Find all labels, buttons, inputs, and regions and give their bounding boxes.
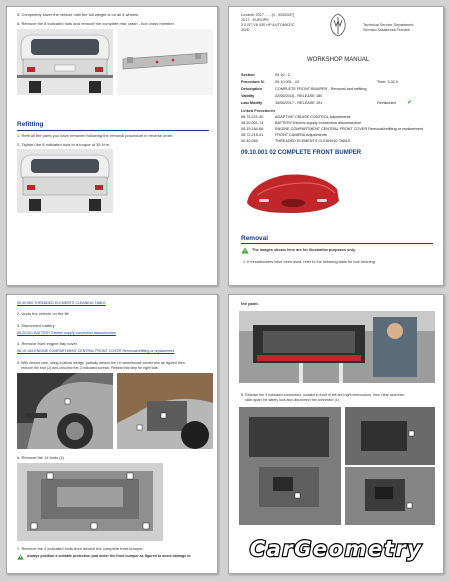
car-rear-photo bbox=[17, 29, 113, 95]
procedure-link[interactable]: 00.40.060-THREADED ELEMENTS CLEANING TABLE bbox=[17, 301, 106, 305]
procedure-heading: 09.10.001 02 COMPLETE FRONT BUMPER bbox=[241, 150, 362, 156]
header-drive: 4WD bbox=[241, 28, 250, 32]
footer-logo-area bbox=[228, 524, 444, 574]
connector-photo bbox=[345, 407, 435, 465]
department: Servizio Assistenza Tecnica bbox=[363, 28, 410, 32]
step-text: 1. Refit all the parts you have removed following the removal procedure in reverse order. bbox=[17, 133, 174, 138]
step-text: slide apart the safety lock and disconnect the connector (1). bbox=[245, 398, 340, 402]
cargeometry-logo bbox=[230, 534, 442, 564]
step-text: 2. Tighten the 8 indicated nuts to a torque of 35 N·m. bbox=[17, 142, 111, 147]
underbody-photo bbox=[17, 463, 163, 541]
linked-heading: Linked Procedures bbox=[241, 109, 276, 113]
step-text: remove the bolt (1) and unscrew the 2 indicated screws. Repeat this step for right side. bbox=[21, 366, 159, 370]
manual-page-3 bbox=[6, 294, 218, 574]
warning-text: Always position a suitable protection pad under the front bumper as figured to avoid damage to bbox=[27, 554, 191, 558]
car-rear-photo bbox=[17, 149, 113, 213]
svg-text:CarGeometry: CarGeometry bbox=[249, 537, 423, 561]
step-text: 5. Completely lower the vehicle until the full weight is on all 4 wheels. bbox=[17, 12, 140, 17]
step-text: 1. If threadlockers have been used, refer to the following table for bolt cleaning. bbox=[243, 260, 376, 264]
procedure-link[interactable]: 08.20.001-BATTERY Electric supply connection disconnection bbox=[17, 331, 116, 335]
divider bbox=[17, 130, 209, 131]
step-text: 8. Release the 3 indicated connectors, located in front of left and right intercoolers, then clear seal then bbox=[241, 393, 405, 397]
crash-box-photo bbox=[117, 29, 213, 95]
removal-heading: Removal bbox=[241, 235, 269, 242]
step-text: 7. Remove the 4 indicated bolts then detach the complete front bumper. bbox=[17, 546, 144, 551]
step-text: 2. Undo the vehicle on the lift. bbox=[17, 311, 70, 316]
warning-icon bbox=[241, 247, 249, 254]
red-bumper-image bbox=[243, 165, 343, 219]
step-text: 3. Disconnect battery. bbox=[17, 323, 56, 328]
connector-photo bbox=[239, 407, 341, 525]
manual-page-1 bbox=[6, 6, 218, 286]
department: Technical Service Department bbox=[363, 23, 414, 27]
connector-photo bbox=[345, 467, 435, 525]
header-engine: 3.0 BT V6 430 HP AUTOMATIC bbox=[241, 23, 295, 27]
divider bbox=[241, 243, 433, 244]
header-code: 2017 - EUROPE bbox=[241, 18, 269, 22]
step-text: 6. Remove the 8 indicated nuts and remove the complete rear crash - box cross member. bbox=[17, 21, 175, 26]
refitting-heading: Refitting bbox=[17, 121, 44, 128]
maserati-logo bbox=[325, 12, 351, 38]
step-text: 6. Remove the 14 bolts (1) bbox=[17, 455, 65, 460]
warning-text: The images shown here are for illustrative purposes only. bbox=[252, 248, 356, 252]
manual-page-2: Levante 2017 - ... [0 - 9055337] 2017 - EUROPE 3.0 BT V6 430 HP AUTOMATIC 4WD Technical Service Department Servizio Assistenza Tecnica WORKSHOP MANUAL Section 09.10 - 2 Procedure N. 09.10.001 - 02 Time: 3.02 h Description COMPLETE FRONT BUMPER - Removal and refitting Validity 22/06/2016 - RELEASE 180 Last Modify 16/06/2017 - RELEASE 191 Revisioned ✔ Linked Procedures 08.75.221-40 ADAPTIVE CRUISE CONTROL Adjustments 08.20.001-74 BATTERY Electric supply connection disconnection 08.15.184-66 ENGINE COMPARTMENT CENTRAL FRONT COVER Removal/refitting or replacement 08.72.215-41 FRONT CAMERA Adjustments 00.40.060 THREADED ELEMENTS CLEANING TABLE 09.10.001 02 COMPLETE FRONT BUMPER Removal The images shown here are for illustrative purposes only. 1. If threadlockers have been used, refer to the following table for bolt cleaning. bbox=[228, 6, 444, 286]
checkmark-icon: ✔ bbox=[407, 100, 413, 106]
warning-icon bbox=[17, 554, 24, 560]
step-text: 4. Remove front engine bay cover. bbox=[17, 341, 78, 346]
procedure-link[interactable]: 08.15.184-ENGINE COMPARTMENT CENTRAL FRONT COVER Removal/refitting or replacement bbox=[17, 349, 175, 353]
wheelhouse-photo bbox=[17, 373, 113, 449]
header-model: Levante 2017 - ... [0 - 9055337] bbox=[241, 13, 294, 17]
wheelhouse-photo bbox=[117, 373, 213, 449]
manual-title: WORKSHOP MANUAL bbox=[307, 57, 370, 63]
front-bumper-photo bbox=[239, 311, 435, 383]
continued-text: the paint. bbox=[241, 301, 259, 306]
step-text: 5. With utmost care, using a lathes wedge, partially detach the LH wheelhouse border trim as figured then bbox=[17, 361, 185, 365]
